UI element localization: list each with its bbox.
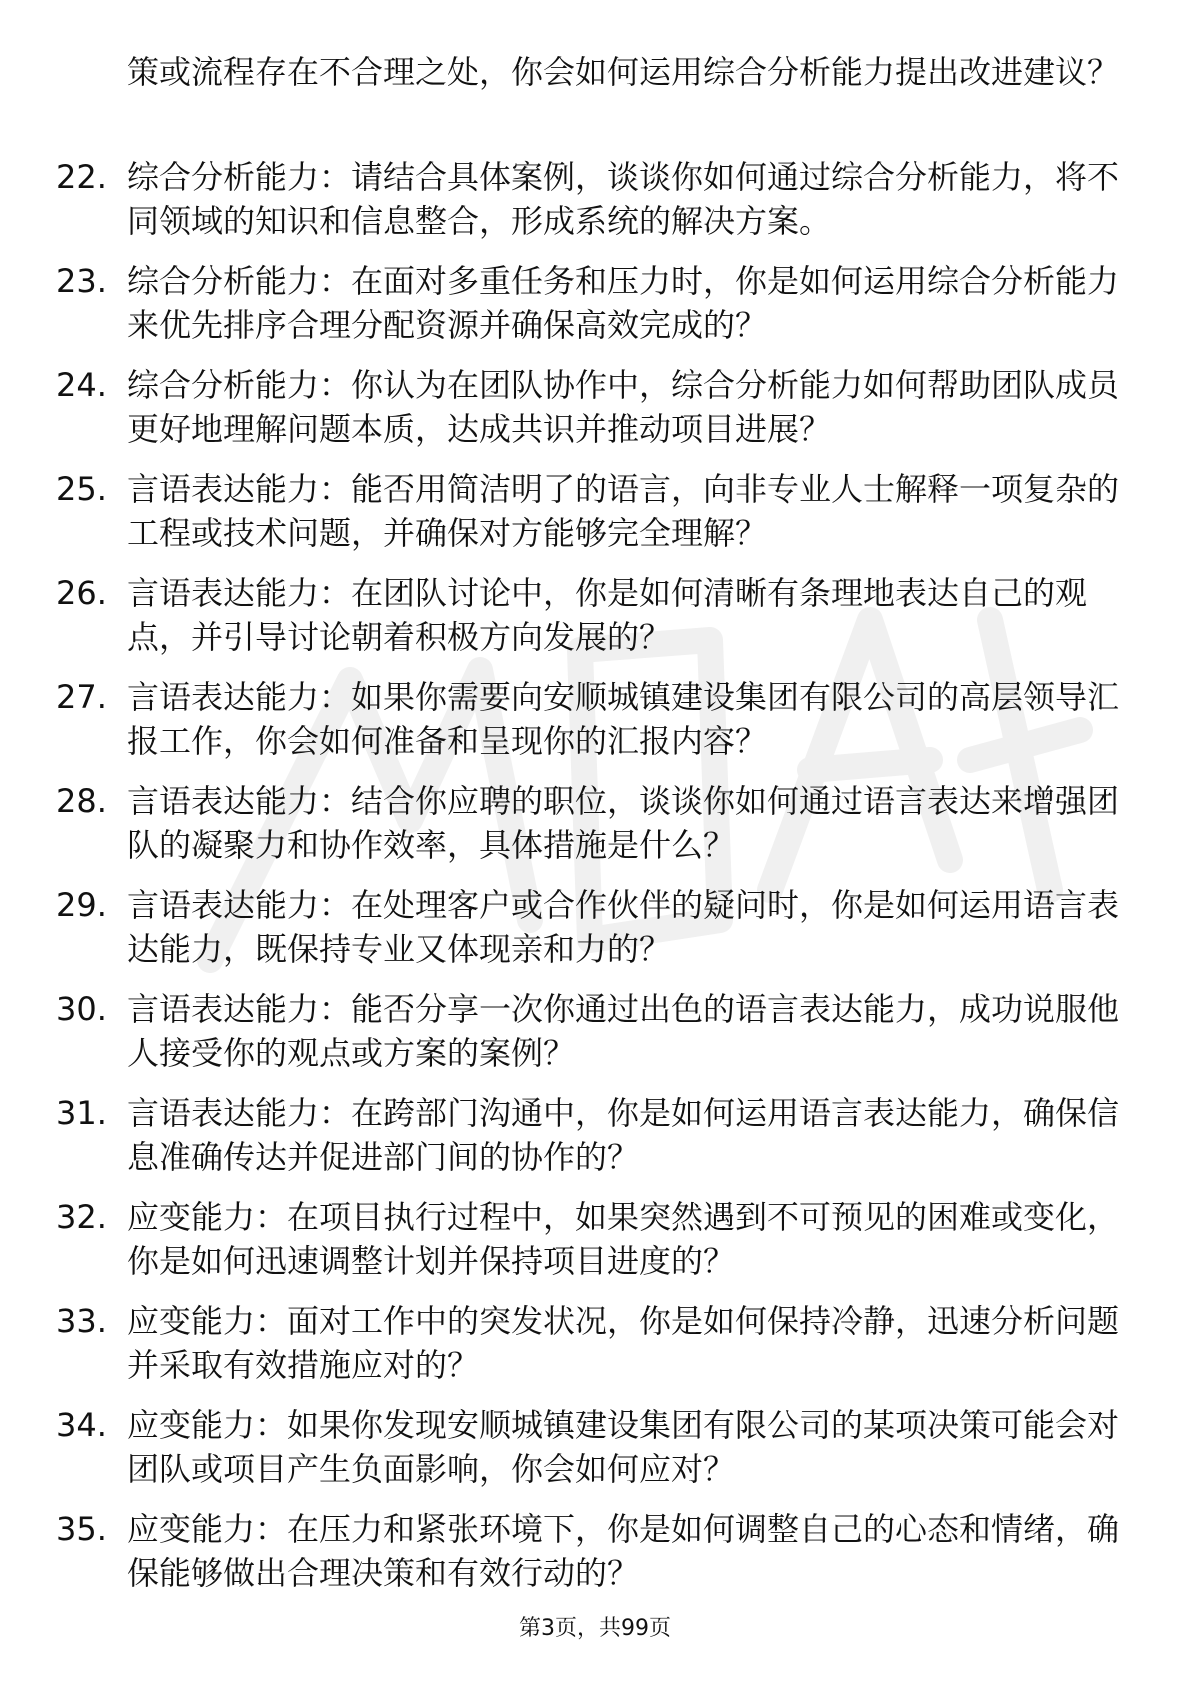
question-text: 言语表达能力：能否用简洁明了的语言，向非专业人士解释一项复杂的工程或技术问题，并确保对方能够完全理解？ <box>127 470 1120 552</box>
question-number: 29. <box>56 886 107 924</box>
question-number: 22. <box>56 158 107 196</box>
question-text: 言语表达能力：在跨部门沟通中，你是如何运用语言表达能力，确保信息准确传达并促进部门间的协作的？ <box>127 1094 1120 1176</box>
question-text: 言语表达能力：结合你应聘的职位，谈谈你如何通过语言表达来增强团队的凝聚力和协作效率，具体措施是什么？ <box>127 782 1120 864</box>
question-list <box>0 155 1190 1611</box>
question-number: 33. <box>56 1302 107 1340</box>
question-number: 31. <box>56 1094 107 1132</box>
list-item <box>0 1403 1190 1507</box>
question-number: 25. <box>56 470 107 508</box>
question-text: 综合分析能力：在面对多重任务和压力时，你是如何运用综合分析能力来优先排序合理分配资源并确保高效完成的？ <box>127 262 1120 344</box>
list-item <box>0 467 1190 571</box>
continuation-text: 策或流程存在不合理之处，你会如何运用综合分析能力提出改进建议？ <box>127 53 1120 91</box>
question-text: 言语表达能力：能否分享一次你通过出色的语言表达能力，成功说服他人接受你的观点或方案的案例？ <box>127 990 1120 1072</box>
list-item <box>0 675 1190 779</box>
question-text: 言语表达能力：在团队讨论中，你是如何清晰有条理地表达自己的观点，并引导讨论朝着积极方向发展的？ <box>127 574 1088 656</box>
question-number: 32. <box>56 1198 107 1236</box>
question-text: 言语表达能力：如果你需要向安顺城镇建设集团有限公司的高层领导汇报工作，你会如何准备和呈现你的汇报内容？ <box>127 678 1120 760</box>
question-text: 应变能力：在项目执行过程中，如果突然遇到不可预见的困难或变化，你是如何迅速调整计划并保持项目进度的？ <box>127 1198 1120 1280</box>
list-item <box>0 571 1190 675</box>
list-item <box>0 779 1190 883</box>
question-text: 综合分析能力：你认为在团队协作中，综合分析能力如何帮助团队成员更好地理解问题本质，达成共识并推动项目进展？ <box>127 366 1120 448</box>
list-item <box>0 987 1190 1091</box>
question-number: 34. <box>56 1406 107 1444</box>
list-item <box>0 883 1190 987</box>
question-number: 26. <box>56 574 107 612</box>
list-item <box>0 1195 1190 1299</box>
question-number: 27. <box>56 678 107 716</box>
question-number: 24. <box>56 366 107 404</box>
list-item <box>0 363 1190 467</box>
question-text: 应变能力：如果你发现安顺城镇建设集团有限公司的某项决策可能会对团队或项目产生负面影响，你会如何应对？ <box>127 1406 1120 1488</box>
list-item <box>0 155 1190 259</box>
question-text: 综合分析能力：请结合具体案例，谈谈你如何通过综合分析能力，将不同领域的知识和信息整合，形成系统的解决方案。 <box>127 158 1120 240</box>
question-number: 28. <box>56 782 107 820</box>
question-text: 应变能力：面对工作中的突发状况，你是如何保持冷静，迅速分析问题并采取有效措施应对的？ <box>127 1302 1120 1384</box>
list-item <box>0 1507 1190 1611</box>
list-item <box>0 1091 1190 1195</box>
question-text: 言语表达能力：在处理客户或合作伙伴的疑问时，你是如何运用语言表达能力，既保持专业又体现亲和力的？ <box>127 886 1120 968</box>
question-number: 30. <box>56 990 107 1028</box>
list-item <box>0 1299 1190 1403</box>
list-item <box>0 259 1190 363</box>
question-text: 应变能力：在压力和紧张环境下，你是如何调整自己的心态和情绪，确保能够做出合理决策和有效行动的？ <box>127 1510 1120 1592</box>
question-number: 23. <box>56 262 107 300</box>
page-footer: 第3页，共99页 <box>519 1616 671 1641</box>
question-number: 35. <box>56 1510 107 1548</box>
